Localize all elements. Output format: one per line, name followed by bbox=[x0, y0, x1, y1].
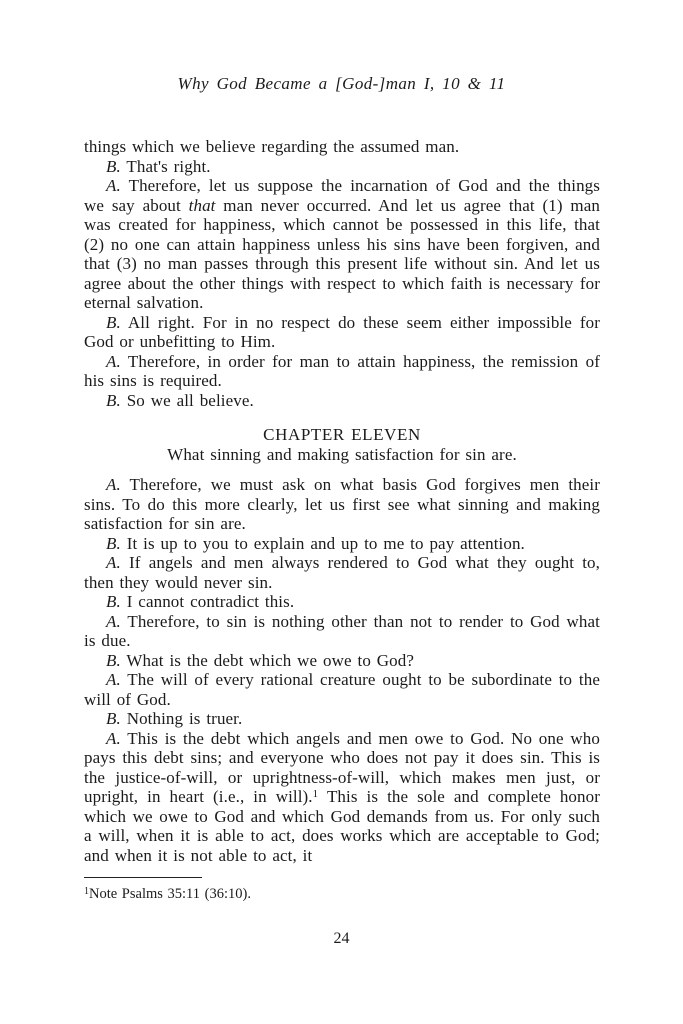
text-segment: It is up to you to explain and up to me to pay attention. bbox=[120, 533, 525, 553]
paragraph bbox=[84, 729, 600, 866]
paragraph bbox=[84, 352, 600, 391]
text-segment: that bbox=[188, 195, 216, 215]
paragraph bbox=[84, 176, 600, 313]
paragraph bbox=[84, 137, 600, 157]
text-segment: This is the debt which angels and men owe to God. No one who pays this debt sins; and everyone who does not pay it does sin. This is the justice-of-will, or uprightness-of-will, which makes men just, or upright, in heart (i.e., in will). bbox=[84, 728, 600, 806]
chapter-subheading bbox=[84, 445, 600, 465]
text-segment: A. bbox=[106, 475, 121, 494]
text-segment: B. bbox=[106, 156, 121, 176]
paragraph bbox=[84, 534, 600, 554]
text-segment: Nothing is truer. bbox=[120, 709, 243, 728]
paragraph bbox=[84, 157, 600, 177]
running-header: Why God Became a [God-]man I, 10 & 11 bbox=[177, 74, 506, 93]
text-segment: If angels and men always rendered to God what they ought to, then they would never sin. bbox=[84, 553, 600, 592]
text-segment: A. bbox=[106, 670, 121, 689]
text-segment: This is the sole and complete honor which we owe to God and which God demands from us. For only such a will, when it is able to act, does works which are acceptable to God; and when it is not able to act, it bbox=[84, 787, 600, 865]
footnote bbox=[84, 885, 600, 903]
text-segment: CHAPTER ELEVEN bbox=[263, 425, 421, 444]
text-segment: Therefore, to sin is nothing other than not to render to God what is due. bbox=[84, 611, 600, 650]
text-segment: Therefore, we must ask on what basis God forgives men their sins. To do this more clearly, let us first see what sinning and making satisfaction for sin are. bbox=[84, 475, 600, 533]
paragraph bbox=[84, 709, 600, 729]
text-segment: The will of every rational creature ought to be subordinate to the will of God. bbox=[84, 670, 600, 709]
paragraph bbox=[84, 313, 600, 352]
footnote-reference: 1 bbox=[312, 788, 319, 801]
text-segment: A. bbox=[106, 553, 121, 572]
text-segment: A. bbox=[106, 728, 121, 748]
text-segment: man never occurred. And let us agree that (1) man was created for happiness, which cannot be possessed in this life, that (2) no one can attain happiness unless his sins have been forgiven, and that (3) no man passes through this present life without sin. And let us agree about the other things with respect to which faith is necessary for eternal salvation. bbox=[84, 195, 600, 312]
footnote-text: Note Psalms 35:11 (36:10). bbox=[89, 886, 251, 902]
text-segment: B. bbox=[106, 650, 121, 670]
text-segment: A. bbox=[106, 351, 121, 371]
text-segment: What sinning and making satisfaction for sin are. bbox=[167, 444, 517, 464]
text-segment: Therefore, in order for man to attain happiness, the remission of his sins is required. bbox=[84, 351, 600, 390]
text-segment: That's right. bbox=[120, 156, 211, 176]
text-segment: What is the debt which we owe to God? bbox=[120, 650, 415, 670]
footnote-separator bbox=[84, 877, 202, 878]
text-segment: A. bbox=[106, 611, 121, 631]
text-segment: things which we believe regarding the assumed man. bbox=[84, 137, 460, 156]
page-number: 24 bbox=[333, 930, 350, 947]
text-segment: B. bbox=[106, 533, 121, 553]
paragraph bbox=[84, 553, 600, 592]
paragraph bbox=[84, 612, 600, 651]
text-segment: B. bbox=[106, 390, 121, 410]
text-segment: B. bbox=[106, 592, 121, 611]
text-segment: So we all believe. bbox=[120, 390, 254, 410]
paragraph bbox=[84, 651, 600, 671]
paragraph bbox=[84, 391, 600, 411]
text-segment: B. bbox=[106, 709, 121, 728]
text-block bbox=[84, 137, 600, 903]
paragraph bbox=[84, 475, 600, 534]
paragraph bbox=[84, 592, 600, 612]
body-paragraphs bbox=[84, 137, 600, 865]
chapter-heading bbox=[84, 425, 600, 445]
footnote-marker: 1 bbox=[84, 885, 89, 897]
text-segment: B. bbox=[106, 312, 121, 332]
text-segment: A. bbox=[106, 176, 121, 195]
paragraph bbox=[84, 670, 600, 709]
text-segment: I cannot contradict this. bbox=[120, 592, 295, 611]
text-segment: Therefore, let us suppose the incarnation of God and the things we say about bbox=[84, 176, 600, 215]
text-segment: All right. For in no respect do these seem either impossible for God or unbefitting to Him. bbox=[84, 312, 600, 351]
